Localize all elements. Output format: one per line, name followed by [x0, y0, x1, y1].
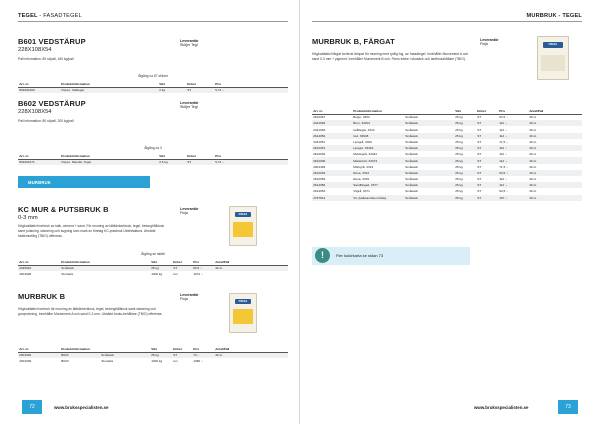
table-header: Art. nr. Produktinformation Vikt Enhet Pris [18, 153, 288, 159]
header-divider [312, 21, 582, 22]
product-title: MURBRUK B [18, 292, 66, 301]
table-row: 2612051 Ljusgul, 33462 Småsäck 25 kg ST 112 :- 40 st. [312, 145, 582, 151]
info-text: Fler kulörkarta se sidan 73 [336, 253, 384, 258]
table-row: 2612000 Mellanrött, 33474 Småsäck 25 kg ST 112 :- 40 st. [312, 157, 582, 163]
product-table-murbruk-b [18, 346, 288, 364]
table-row: 2001006 B020 Storsäck 1000 kg ton 1480 :- [19, 359, 203, 364]
table-body [312, 114, 582, 201]
table-row: 2441951 Ljusgrå, 3300 Småsäck 25 kg ST 71,5 :- 40 st. [313, 139, 537, 144]
product-title: MURBRUK B, FÄRGAT [312, 37, 395, 46]
product-title: B602 VEDSTÄRUP [18, 99, 86, 108]
product-dimensions: 228X108X54 [18, 109, 52, 115]
table-row: 2001484 Mörkgrå, 3313 Småsäck 25 kg ST 71,5 :- 40 st. [313, 164, 537, 169]
product-murbruk-b [18, 292, 218, 317]
product-murbruk-b-fargat [312, 37, 499, 62]
section-bar-murbruk: MURBRUK [18, 176, 150, 188]
website-link[interactable]: www.bruksspecialisten.se [54, 405, 109, 410]
table-row: 2441992 Brun, 33201 Småsäck 25 kg ST 112 :- 40 st. [312, 120, 582, 126]
consumption-caption: Åtgång ca 3 [144, 146, 162, 150]
info-callout [312, 247, 470, 265]
table-row: 2614954 Vitgrå, 3371 Småsäck 25 kg ST 94,5 :- 40 st. [313, 189, 537, 194]
consumption-caption: Åtgång ca 57 st/kvm [138, 74, 168, 78]
table-row: 2612056 Sandfärgad, 3377 Småsäck 25 kg ST 112 :- 40 st. [312, 182, 582, 188]
table-row: 2612052 Gul, 33948 Småsäck 25 kg ST 112 :- 40 st. [312, 133, 582, 139]
product-title: KC MUR & PUTSBRUK B [18, 205, 109, 214]
product-table-b602 [18, 153, 288, 165]
supplier: Leverantör Stöljer Tegl [180, 39, 199, 47]
table-header: Art. nr. Produktinformation Vikt Enhet Pris [18, 81, 288, 87]
pallet-info: Pall information: 80 st/pall, 200 kg/pall [18, 119, 74, 123]
pallet-info: Pall information: 80 st/pall, 160 kg/pall [18, 57, 74, 61]
product-description: Högkvalitativt färgat torrbruk lämpat för murning med rydlig fog, av. fasadtegel. Innehåller Murcement A och sand 0-3 mm + pigment. Innehåller Murcement B och. Finns tubbe i storsäck och lantbrukshållare (TBIO). [312, 52, 469, 61]
table-row: 2001928 Storsäck 1000 kg ton 1074 :- [19, 272, 203, 277]
product-kc-mur-putsbruk [18, 205, 218, 239]
product-table-b601 [18, 81, 288, 93]
product-bag-image: FINJA [537, 36, 569, 80]
table-row: 2787812 Vit, (kalksandsten både) Småsäck 25 kg ST 107 :- 40 st. [312, 195, 582, 201]
supplier: Leverantör Finja [480, 38, 499, 46]
table-header: Art. nr. Produktinformation Vikt Enhet Pris Antal/Pall [18, 346, 288, 352]
product-dimensions: 228X108X54 [18, 47, 52, 53]
table-row: 891004471 Oxpec, Mandel, Tegel 2,5 kg ST 5,74 :- [18, 159, 288, 165]
consumption-caption: Åtgång se tabell [141, 252, 165, 256]
table-row: 2612049 Rosa, 3314 Småsäck 25 kg ST 94,5 :- 40 st. [312, 170, 582, 176]
product-title: B601 VEDSTÄRUP [18, 37, 86, 46]
page-number: 72 [22, 400, 42, 414]
left-page-header: TEGEL - FASADTEGEL [18, 13, 82, 19]
supplier: Leverantör Finja [180, 293, 199, 301]
product-bag-image: FINJA [229, 206, 257, 246]
product-b602 [18, 99, 288, 124]
product-table-fargat [312, 108, 582, 201]
supplier: Leverantör Finja [180, 207, 199, 215]
right-page-header: MURBRUK - TEGEL [526, 13, 582, 19]
header-divider [18, 21, 288, 22]
product-subtitle: 0-3 mm [18, 215, 38, 221]
product-table-kc [18, 259, 288, 277]
table-row: 2612002 Mellangrå, 33442 Småsäck 25 kg ST 112 :- 40 st. [313, 152, 537, 157]
table-row: 2445910 Småsäck 25 kg ST 83,5 :- 40 st. [18, 265, 288, 271]
table-header: Art. nr. Produktinformation Vikt Enhet Pris Antal/Pall [312, 108, 582, 114]
table-row: 891004469 Oxpec, Vädtegel 2 kg ST 5,74 :- [18, 87, 288, 93]
table-row: 2612067 Beige, 3352 Småsäck 25 kg ST 94,5 :- 40 st. [313, 115, 537, 120]
exclamation-icon: ! [315, 248, 330, 263]
product-b601 [18, 37, 288, 62]
table-header: Art. nr. Produktinformation Vikt Enhet Pris Antal/Pall [18, 259, 288, 265]
table-row: 2612059 Rosa, 3319 Småsäck 25 kg ST 112 :- 40 st. [313, 177, 537, 182]
supplier: Leverantör Stöljer Tegl [180, 101, 199, 109]
table-row: 2441993 Gråflegat, 3310 Småsäck 25 kg ST 112 :- 40 st. [313, 127, 537, 132]
table-row: 2001994 B020 Småsäck 25 kg ST 74 :- 40 st. [18, 352, 288, 358]
product-description: Högkvalitativt torrbruk av kalk, cement + sand. För murning av lättklinkerblock, tegel, betonghålblock samt putsning, slamning och sugning som mark av företag KC-putsbruk Ubetsfaktura. Utmärkt bkalkmurfärg (TBIO) offereras. [18, 224, 165, 238]
product-description: Högkvalitativt torrbruk för murning av lättklinkerblock, tegel, betonghålblock samt slamning och grovputsning. Innehåller Murcement A och sand 0-3 mm. Utmärkt bruks-behållare (TBIO) offereras. [18, 307, 163, 316]
product-bag-image: FINJA [229, 293, 257, 333]
website-link[interactable]: www.bruksspecialisten.se [474, 405, 529, 410]
page-number: 73 [558, 400, 578, 414]
